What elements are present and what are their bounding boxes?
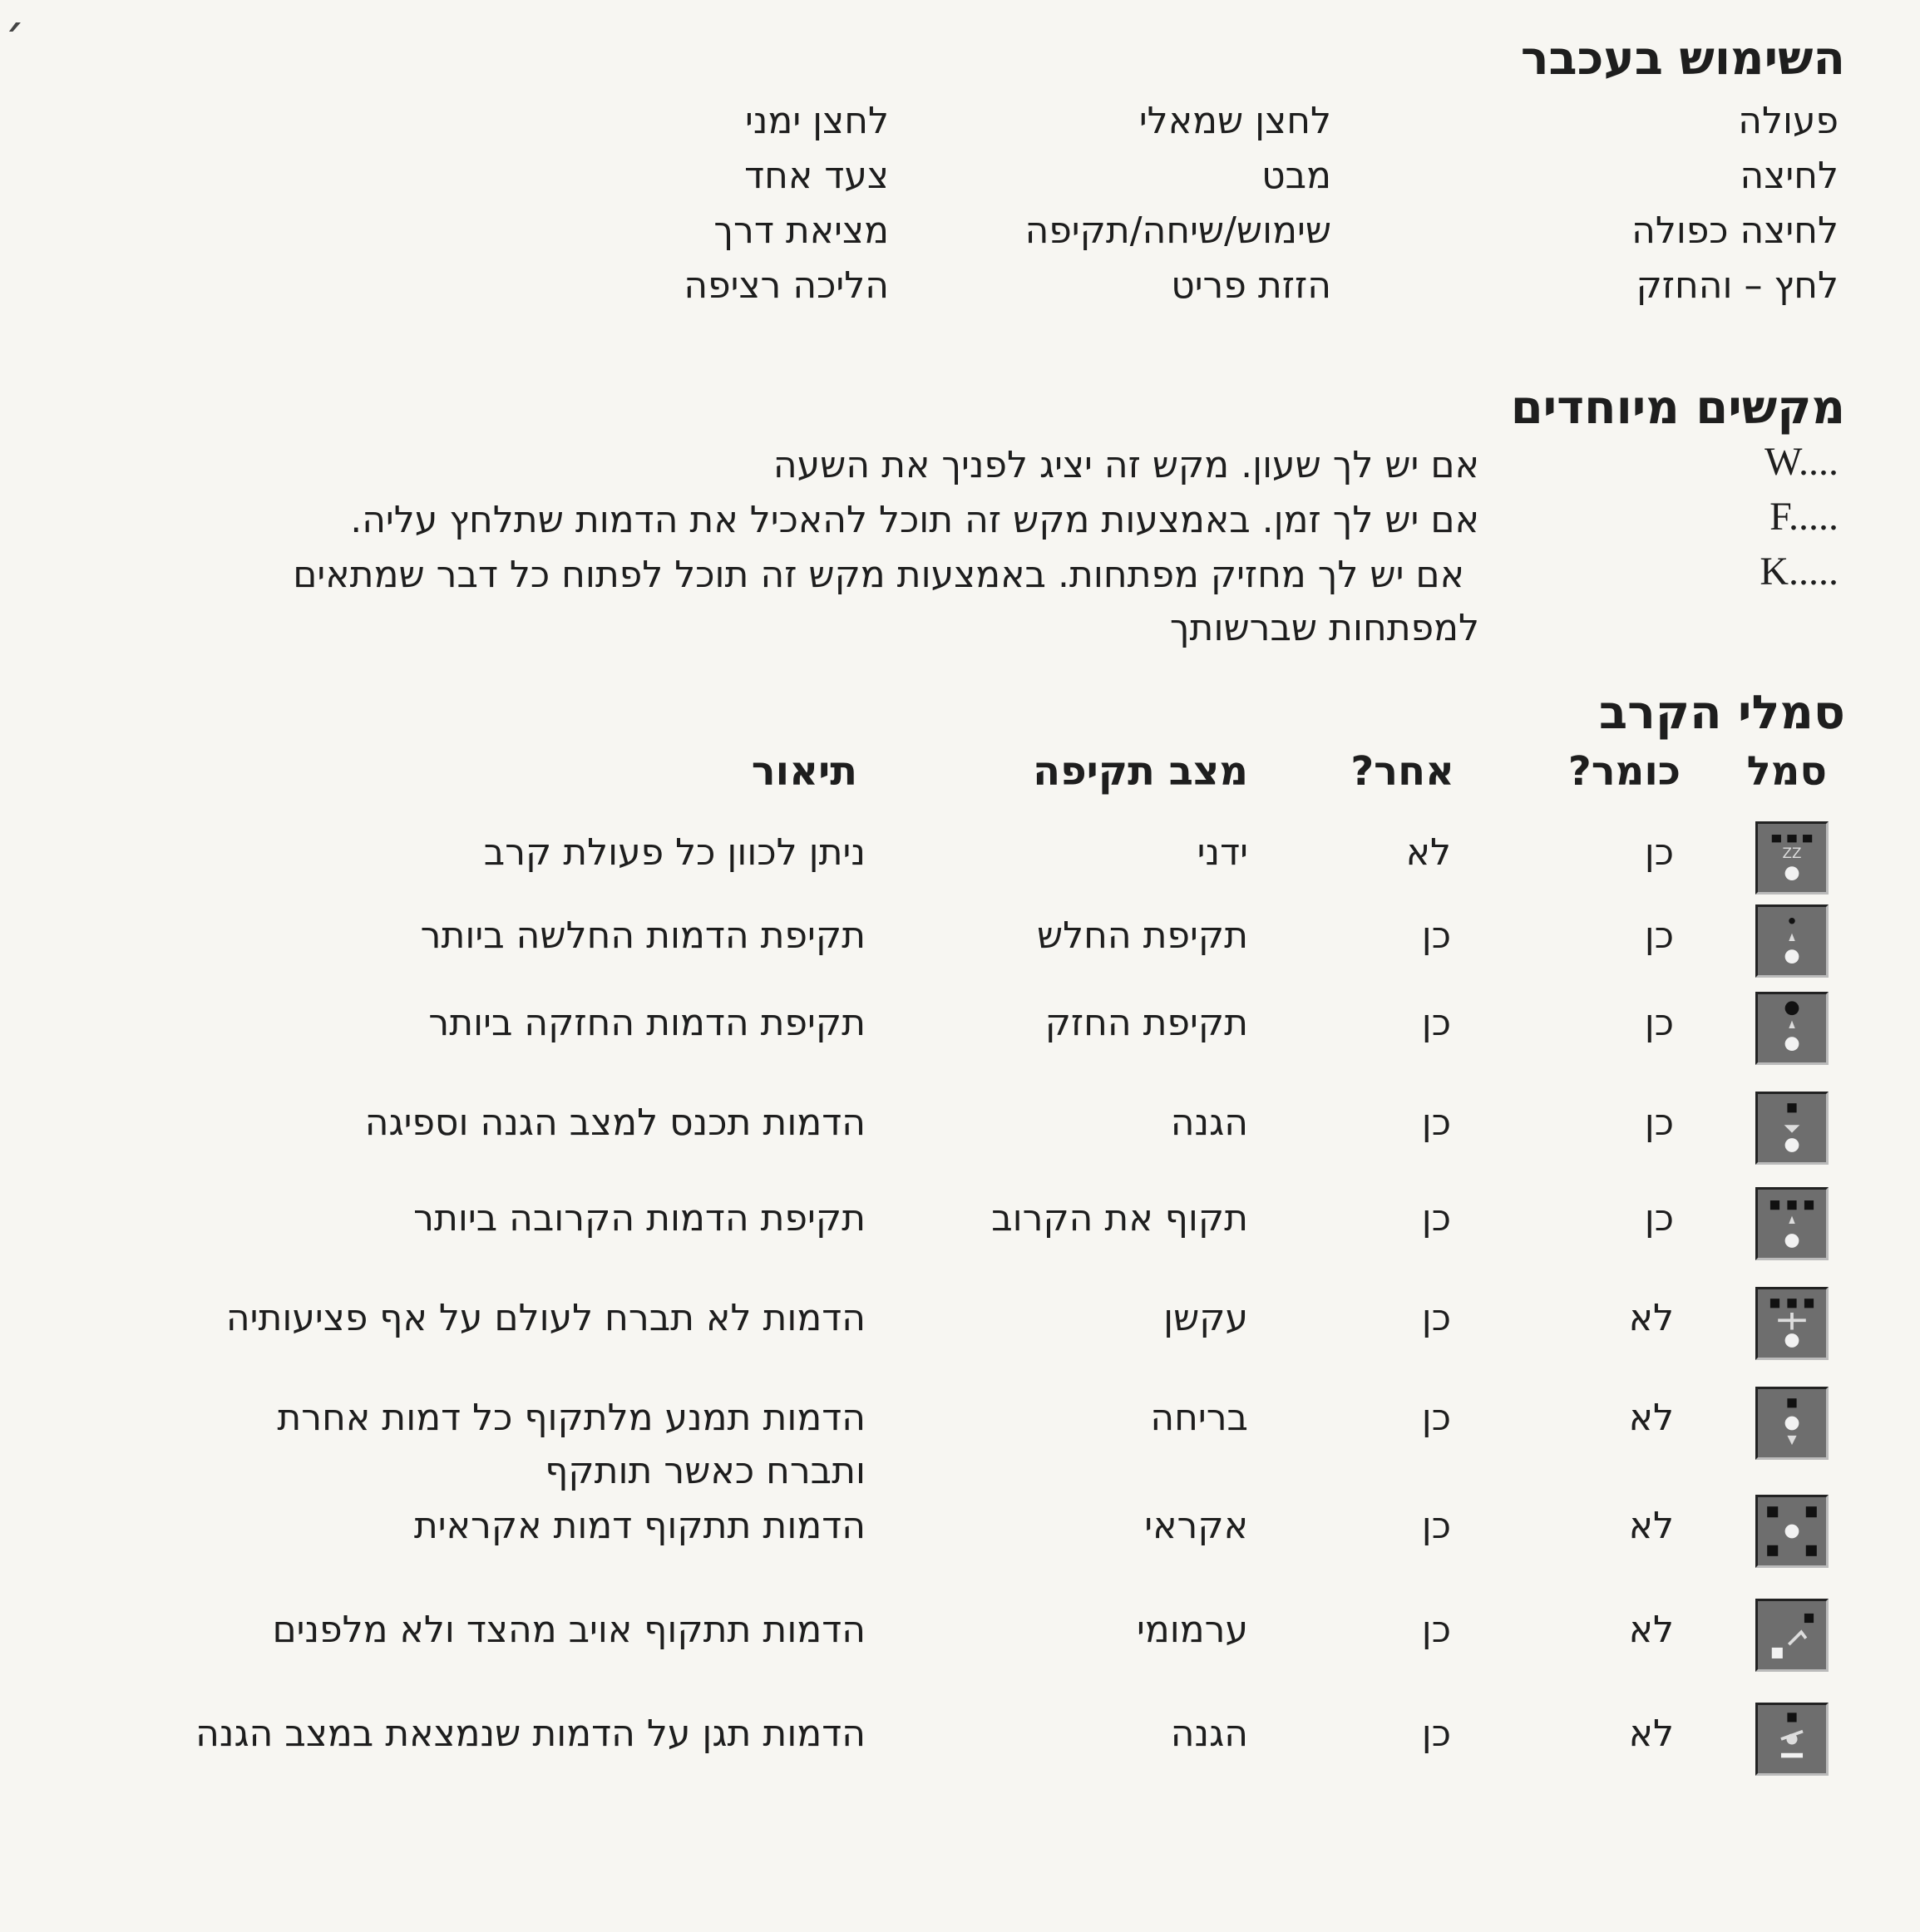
combat-row-other: לא [1405, 831, 1451, 874]
mouse-row-click-left: מבט [1261, 155, 1331, 197]
combat-row-other: כן [1421, 1102, 1451, 1144]
mouse-col-right-header: לחצן ימני [744, 100, 889, 142]
combat-row-mode: הגנה [1170, 1713, 1248, 1755]
combat-row-mode: ערמומי [1137, 1609, 1248, 1651]
keys-section-title: מקשים מיוחדים [1510, 381, 1845, 435]
mouse-row-click-action: לחיצה [1740, 155, 1839, 197]
combat-row-guard: לא [1628, 1609, 1674, 1651]
combat-header-symbol: סמל [1746, 748, 1827, 795]
combat-row-description: הדמות תכנס למצב הגנה וספיגה [364, 1102, 866, 1144]
mouse-row-dblclick-right: מציאת דרך [713, 209, 889, 252]
combat-row-mode: הגנה [1170, 1102, 1248, 1144]
combat-row-guard: כן [1644, 1102, 1674, 1144]
random-attack-icon [1755, 1495, 1829, 1568]
attack-weakest-icon [1755, 904, 1829, 978]
combat-row-description: ותברח כאשר תותקף [545, 1450, 866, 1492]
defend-icon [1755, 1092, 1829, 1165]
combat-row-other: כן [1421, 1297, 1451, 1339]
key-w-description: אם יש לך שעון. מקש זה יציג לפניך את השעה [772, 444, 1479, 486]
combat-row-mode: תקוף את הקרוב [991, 1197, 1248, 1240]
combat-row-guard: כן [1644, 914, 1674, 957]
combat-row-mode: אקראי [1144, 1505, 1248, 1547]
combat-row-description: ניתן לכוון כל פעולת קרב [483, 831, 866, 874]
combat-section-title: סמלי הקרב [1598, 686, 1845, 740]
combat-row-other: כן [1421, 1397, 1451, 1439]
combat-row-description: הדמות תתקוף דמות אקראית [413, 1505, 866, 1547]
mouse-section-title: השימוש בעכבר [1520, 32, 1845, 86]
combat-row-other: כן [1421, 1197, 1451, 1240]
combat-header-guard: כומר? [1567, 748, 1681, 795]
key-k-description-line2: למפתחות שברשותך [1169, 607, 1479, 649]
attack-nearest-icon [1755, 1187, 1829, 1260]
combat-row-mode: ידני [1197, 831, 1248, 874]
mouse-row-hold-left: הזזת פריט [1171, 264, 1331, 307]
combat-row-guard: כן [1644, 1197, 1674, 1240]
attack-strongest-icon [1755, 992, 1829, 1065]
sneak-attack-icon [1755, 1599, 1829, 1672]
combat-row-description: הדמות תתקוף אויב מהצד ולא מלפנים [272, 1609, 866, 1651]
combat-header-mode: מצב תקיפה [1033, 748, 1248, 795]
combat-header-description: תיאור [751, 748, 857, 795]
combat-row-guard: לא [1628, 1505, 1674, 1547]
svg-text:ZZ: ZZ [1782, 845, 1802, 861]
combat-row-mode: תקיפת החזק [1044, 1002, 1248, 1044]
combat-row-guard: כן [1644, 1002, 1674, 1044]
combat-row-description: תקיפת הדמות החלשה ביותר [420, 914, 866, 957]
mouse-row-hold-action: לחץ – והחזק [1636, 264, 1839, 307]
combat-row-description: הדמות תמנע מלתקוף כל דמות אחרת [277, 1397, 866, 1439]
key-f-label: F..... [1769, 495, 1839, 539]
mouse-row-dblclick-action: לחיצה כפולה [1631, 209, 1839, 252]
combat-row-mode: תקיפת החלש [1036, 914, 1248, 957]
combat-row-mode: עקשן [1163, 1297, 1248, 1339]
mouse-col-left-header: לחצן שמאלי [1138, 100, 1331, 142]
combat-row-guard: לא [1628, 1713, 1674, 1755]
combat-row-other: כן [1421, 1713, 1451, 1755]
combat-row-description: הדמות תגן על הדמות שנמצאת במצב הגנה [195, 1713, 866, 1755]
key-f-description: אם יש לך זמן. באמצעות מקש זה תוכל להאכיל את הדמות שתלחץ עליה. [350, 499, 1479, 541]
combat-row-other: כן [1421, 914, 1451, 957]
combat-header-other: אחר? [1350, 748, 1454, 795]
mouse-col-action-header: פעולה [1738, 100, 1839, 142]
combat-row-other: כן [1421, 1505, 1451, 1547]
combat-row-description: הדמות לא תברח לעולם על אף פציעותיה [225, 1297, 866, 1339]
mouse-row-dblclick-left: שימוש/שיחה/תקיפה [1024, 209, 1331, 252]
protect-icon [1755, 1703, 1829, 1776]
mouse-row-click-right: צעד אחד [744, 155, 889, 197]
manual-combat-icon [1755, 821, 1829, 895]
combat-row-guard: לא [1628, 1297, 1674, 1339]
combat-row-guard: כן [1644, 831, 1674, 874]
combat-row-other: כן [1421, 1002, 1451, 1044]
mouse-row-hold-right: הליכה רציפה [684, 264, 889, 307]
key-k-label: K..... [1760, 550, 1839, 594]
combat-row-description: תקיפת הדמות הקרובה ביותר [413, 1197, 866, 1240]
key-k-description-line1: אם יש לך מחזיק מפתחות. באמצעות מקש זה תוכל לפתוח כל דבר שמתאים [293, 554, 1464, 596]
combat-row-guard: לא [1628, 1397, 1674, 1439]
key-w-label: W.... [1765, 440, 1839, 484]
combat-row-mode: בריחה [1150, 1397, 1248, 1439]
combat-row-description: תקיפת הדמות החזקה ביותר [428, 1002, 866, 1044]
pen-mark: ˊ [0, 17, 25, 75]
berserk-icon [1755, 1287, 1829, 1360]
combat-row-other: כן [1421, 1609, 1451, 1651]
flee-icon [1755, 1387, 1829, 1460]
